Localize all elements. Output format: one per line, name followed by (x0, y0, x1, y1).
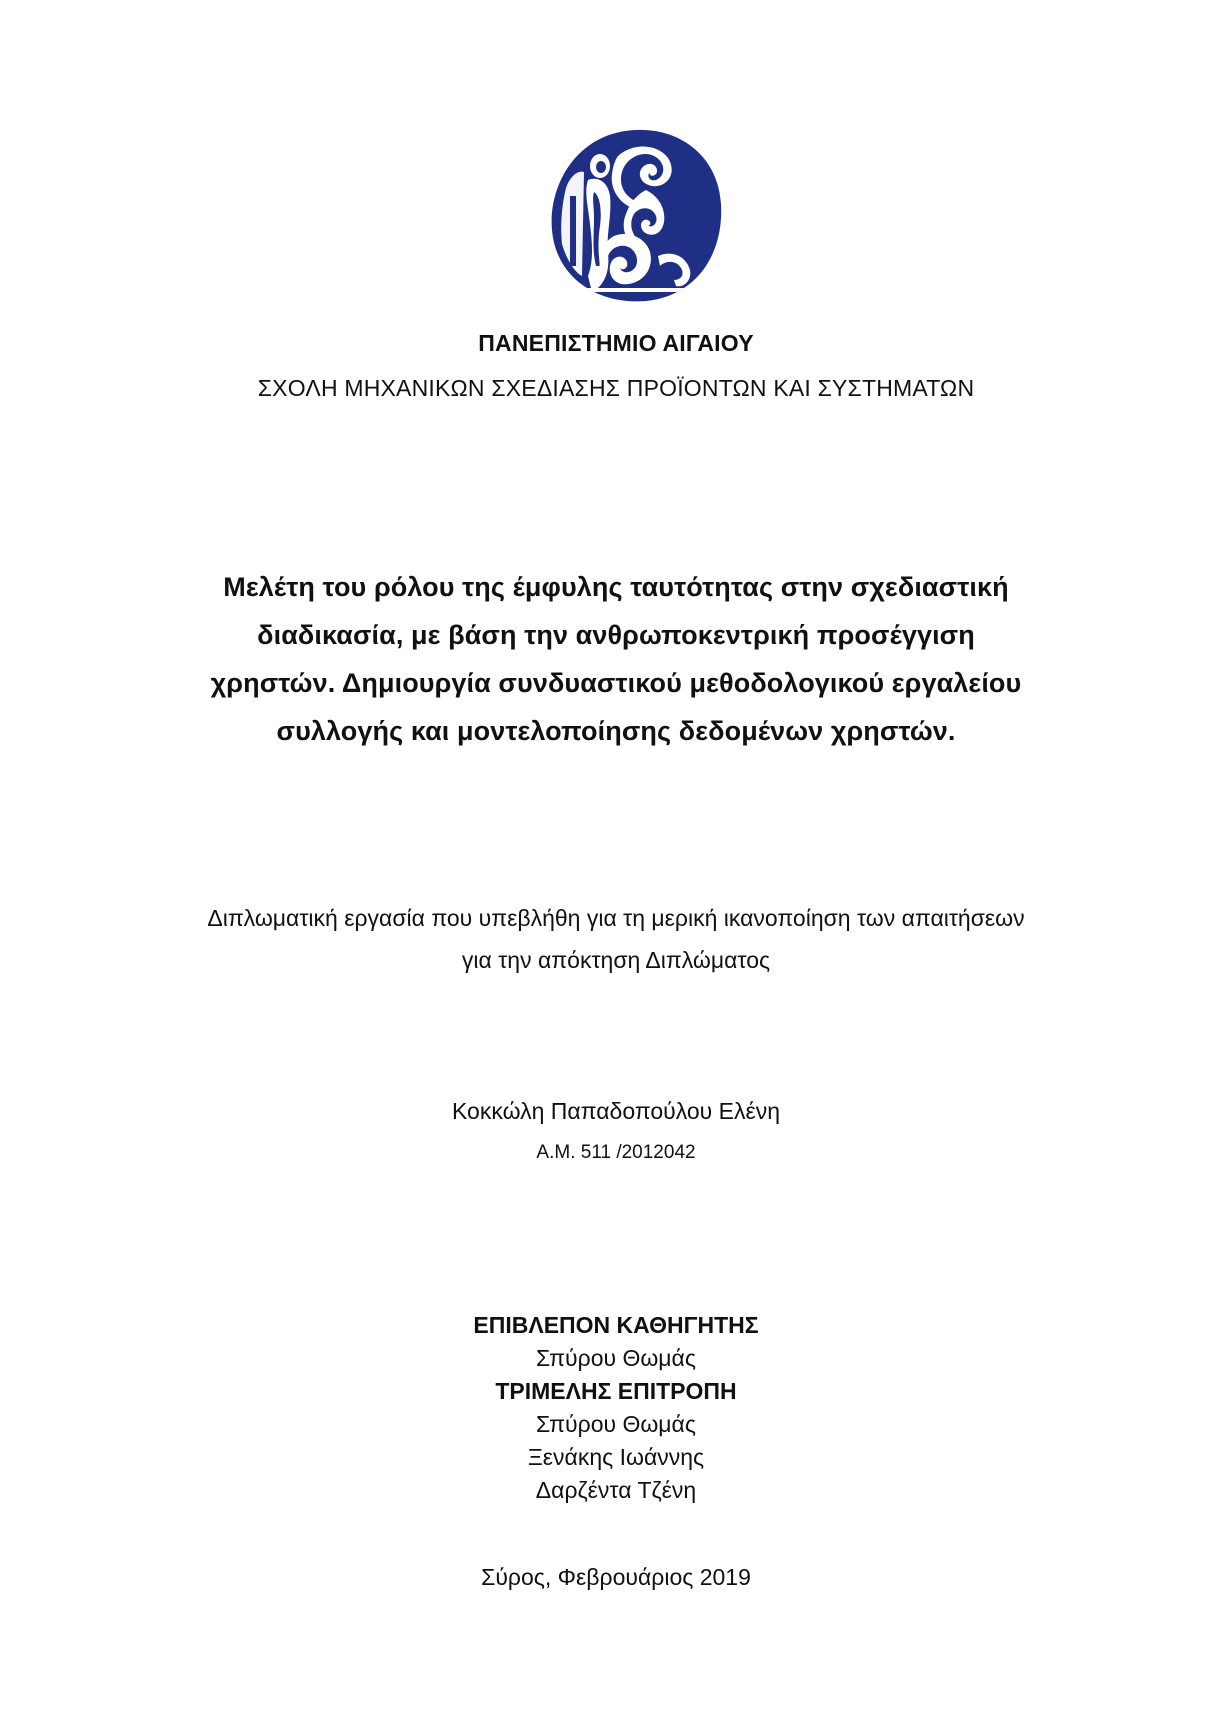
committee-heading: ΤΡΙΜΕΛΗΣ ΕΠΙΤΡΟΠΗ (495, 1378, 737, 1404)
thesis-title (0, 563, 1232, 755)
university-name: ΠΑΝΕΠΙΣΤΗΜΙΟ ΑΙΓΑΙΟΥ (478, 330, 754, 356)
thesis-description (0, 897, 1232, 981)
committee-block (0, 1309, 1232, 1507)
committee-member: Δαρζέντα Τζένη (535, 1477, 697, 1503)
thesis-line: Διπλωματική εργασία που υπεβλήθη για τη μερική ικανοποίηση των απαιτήσεων (207, 905, 1025, 931)
title-line: συλλογής και μοντελοποίησης δεδομένων χρηστών. (276, 716, 956, 746)
committee-member: Σπύρου Θωμάς (536, 1411, 696, 1437)
school-name: ΣΧΟΛΗ ΜΗΧΑΝΙΚΩΝ ΣΧΕΔΙΑΣΗΣ ΠΡΟΪΟΝΤΩΝ ΚΑΙ ΣΥΣΤΗΜΑΤΩΝ (257, 375, 975, 401)
author-name: Κοκκώλη Παπαδοπούλου Ελένη (452, 1098, 780, 1124)
supervisor-name: Σπύρου Θωμάς (536, 1345, 696, 1371)
title-line: διαδικασία, με βάση την ανθρωποκεντρική προσέγγιση (257, 620, 975, 650)
title-line: Μελέτη του ρόλου της έμφυλης ταυτότητας στην σχεδιαστική (223, 572, 1009, 602)
place-date: Σύρος, Φεβρουάριος 2019 (481, 1564, 751, 1590)
thesis-line: για την απόκτηση Διπλώματος (461, 947, 771, 973)
registration-number: Α.Μ. 511 /2012042 (536, 1142, 696, 1163)
title-line: χρηστών. Δημιουργία συνδυαστικού μεθοδολογικού εργαλείου (210, 668, 1022, 698)
committee-member: Ξενάκης Ιωάννης (527, 1444, 705, 1470)
supervisor-heading: ΕΠΙΒΛΕΠΟΝ ΚΑΘΗΓΗΤΗΣ (473, 1312, 759, 1338)
university-seal-icon (548, 126, 724, 304)
